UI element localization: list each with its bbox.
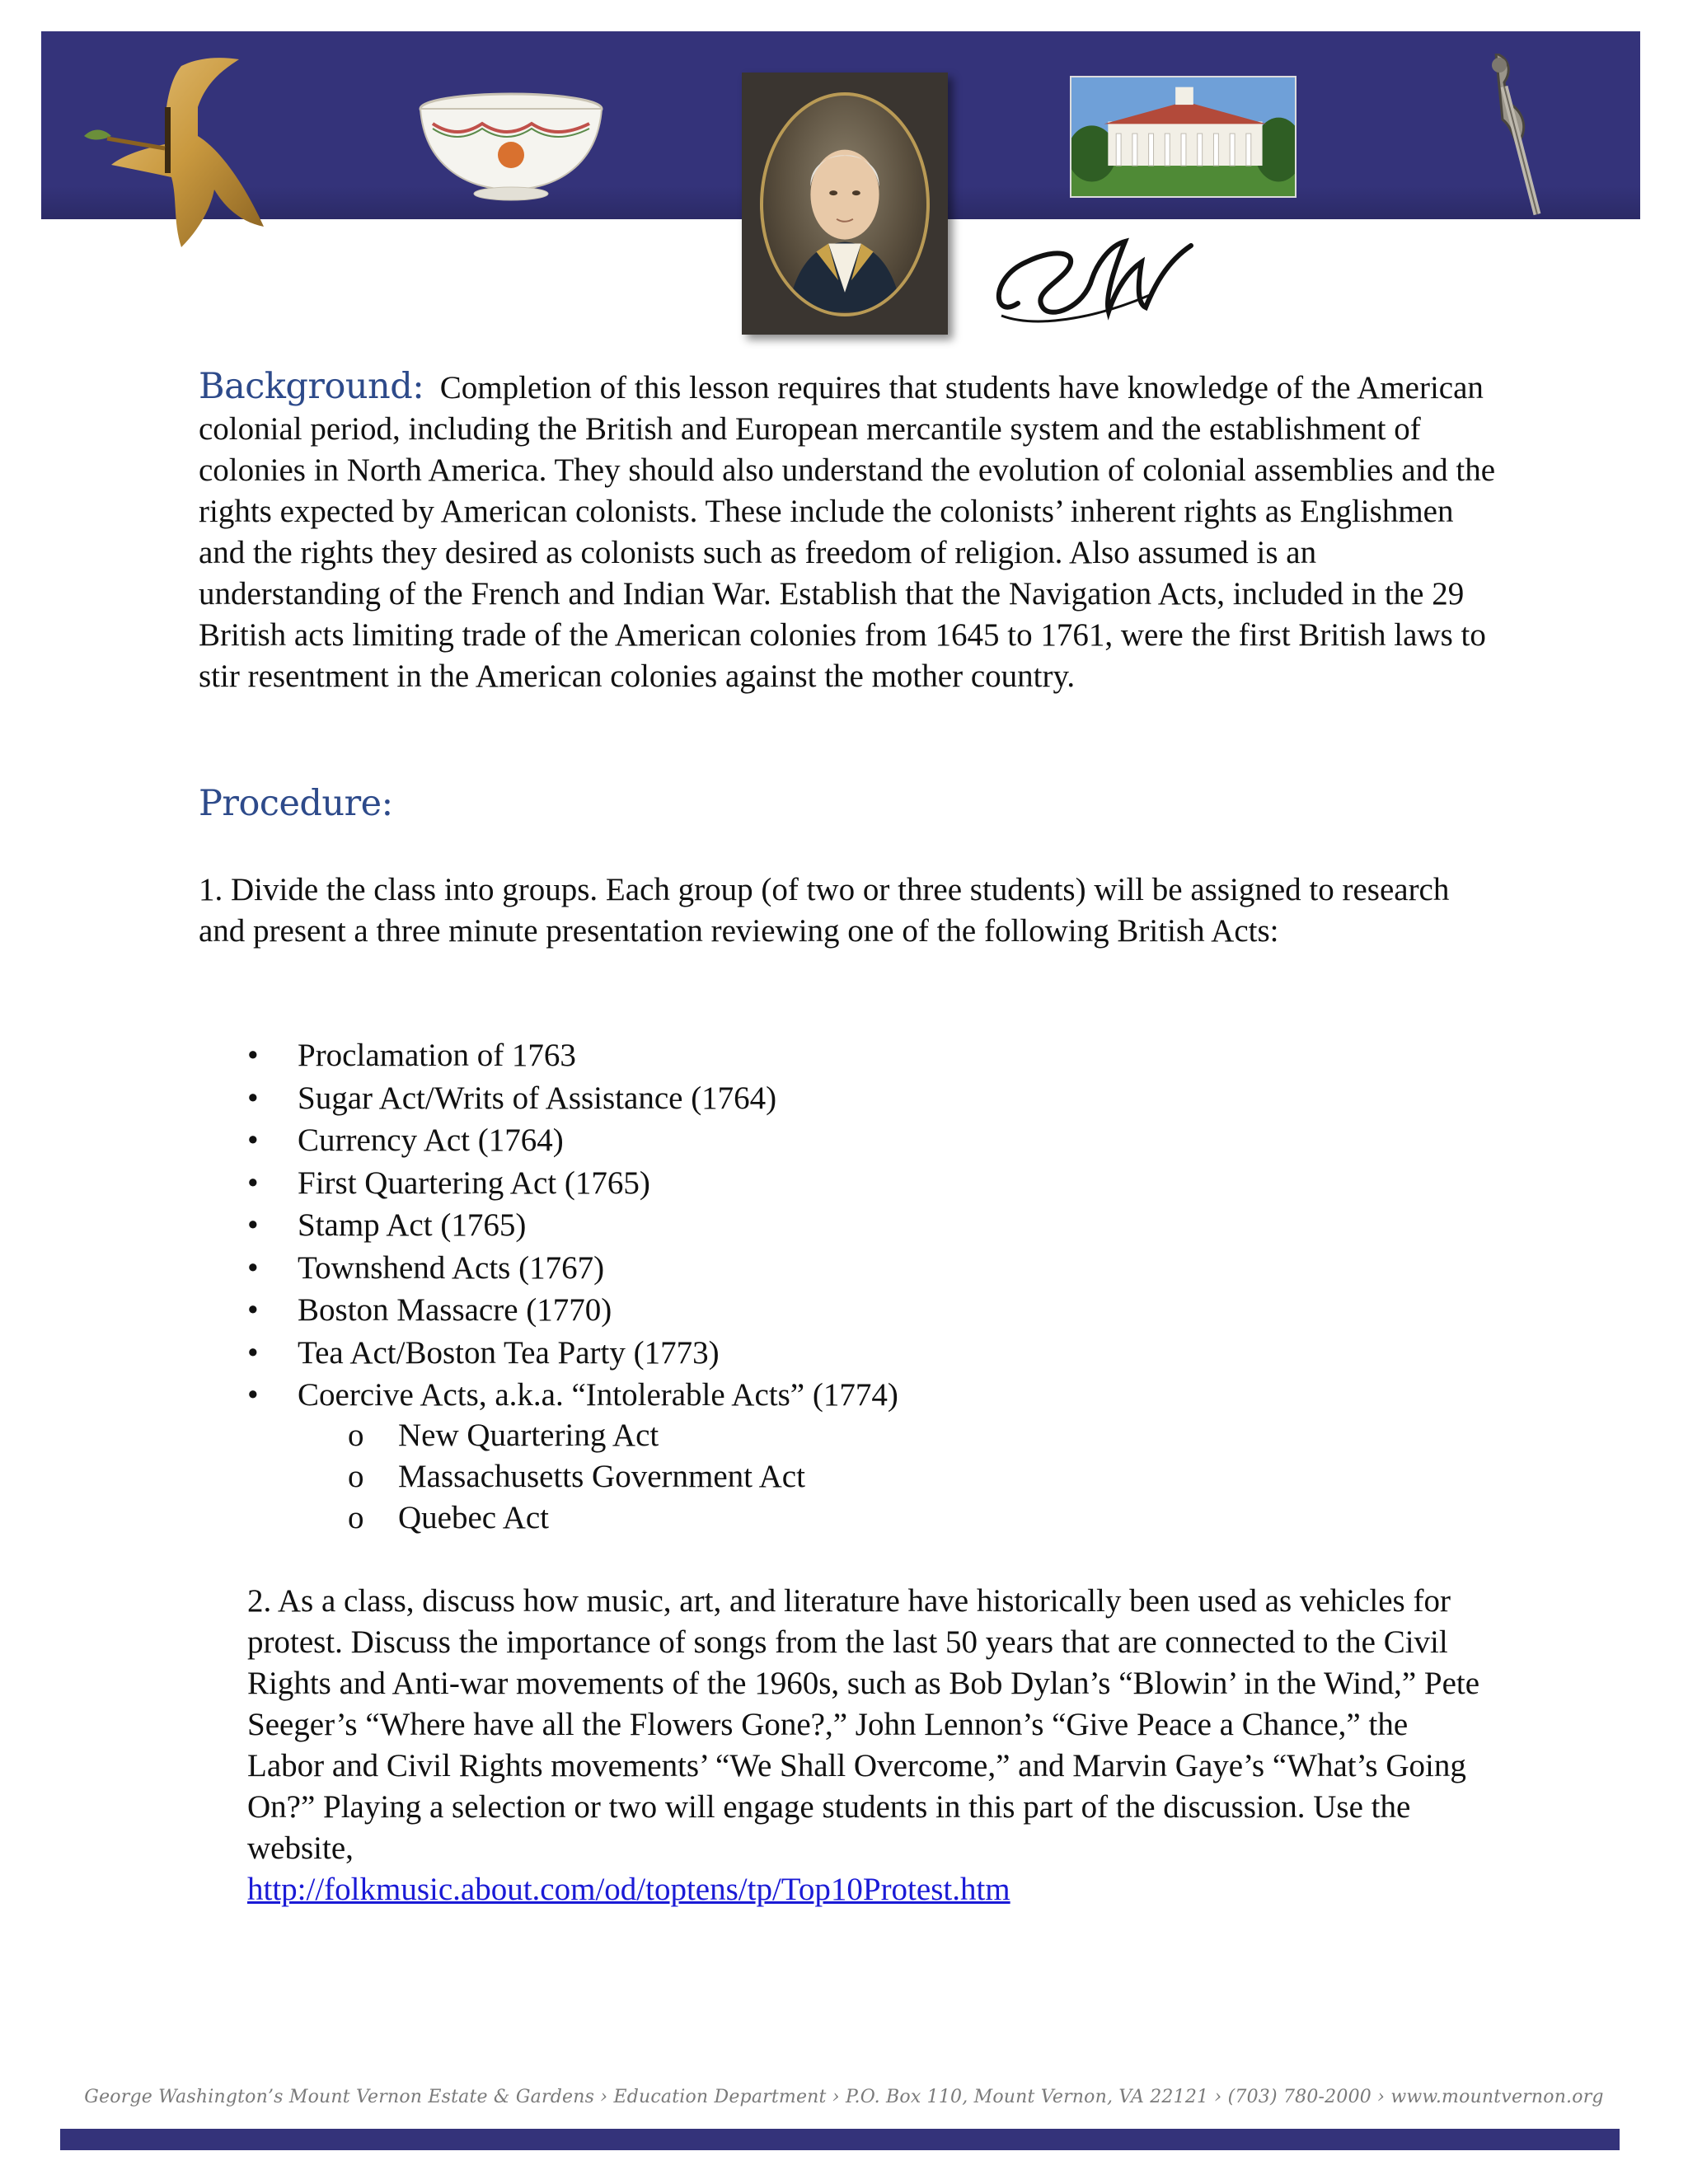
sub-list-item: o New Quartering Act: [348, 1415, 1172, 1456]
background-paragraph: [199, 366, 1501, 697]
footer-bar: [60, 2129, 1620, 2150]
gw-monogram-signature: [985, 229, 1207, 332]
list-item: • Boston Massacre (1770): [247, 1289, 1236, 1332]
bullet-icon: •: [247, 1080, 259, 1116]
washington-portrait: [742, 73, 948, 335]
bullet-icon: •: [247, 1377, 259, 1413]
footer-address: George Washington’s Mount Vernon Estate & Gardens › Education Department › P.O. Box 110, Mount Vernon, VA 22121 › (703) 780-2000 › www.mountvernon.org: [84, 2087, 1604, 2107]
procedure-heading: Procedure:: [199, 783, 393, 824]
list-item: • Stamp Act (1765): [247, 1204, 1236, 1247]
eagle-weathervane-image: [74, 58, 297, 255]
list-item: • Sugar Act/Writs of Assistance (1764): [247, 1077, 1236, 1120]
procedure-step-2: 2. As a class, discuss how music, art, and literature have historically been used as vehicles for protest. Discuss the importance of songs from the last 50 years that are connected to the Civil Rights and Anti-war movements of the 1960s, such as Bob Dylan’s “Blowin’ in the Wind,” Pete Seeger’s “Where have all the Flowers Gone?,” John Lennon’s “Give Peace a Chance,” the Labor and Civil Rights movements’ “We Shall Overcome,” and Marvin Gaye’s “What’s Going On?” Playing a selection or two will engage students in this part of the discussion. Use the website, http://folkmusic.about.com/od/toptens/tp/Top10Protest.htm: [247, 1583, 1480, 1907]
list-item: • Coercive Acts, a.k.a. “Intolerable Acts” (1774): [247, 1374, 1236, 1417]
list-item: • Currency Act (1764): [247, 1119, 1236, 1162]
list-item: • Proclamation of 1763: [247, 1034, 1236, 1077]
sub-list-item: o Massachusetts Government Act: [348, 1456, 1172, 1497]
background-heading: Background:: [199, 366, 424, 407]
bullet-icon: •: [247, 1038, 259, 1073]
bullet-icon: •: [247, 1207, 259, 1243]
british-acts-list: [247, 1034, 1236, 1417]
bullet-icon: •: [247, 1334, 259, 1371]
list-item: • Townshend Acts (1767): [247, 1247, 1236, 1290]
protest-songs-link[interactable]: http://folkmusic.about.com/od/toptens/tp/Top10Protest.htm: [247, 1872, 1010, 1907]
background-text: Completion of this lesson requires that students have knowledge of the American colonial period, including the British and European mercantile system and the establishment of colonies in North America. They should also understand the evolution of colonial assemblies and the rights expected by American colonists. These include the colonists’ inherent rights as Englishmen and the rights they desired as colonists such as freedom of religion. Also assumed is an understanding of the French and Indian War. Establish that the Navigation Acts, included in the 29 British acts limiting trade of the American colonies from 1645 to 1761, were the first British laws to stir resentment in the American colonies against the mother country.: [199, 370, 1496, 694]
sub-list-item: o Quebec Act: [348, 1497, 1172, 1539]
mansion-photo: [1070, 76, 1296, 198]
porcelain-bowl-image: [416, 91, 606, 202]
coercive-acts-sublist: [348, 1415, 1172, 1539]
list-item: • First Quartering Act (1765): [247, 1162, 1236, 1205]
procedure-step-1: 1. Divide the class into groups. Each group (of two or three students) will be assigned to research and present a three minute presentation reviewing one of the following British Acts:: [199, 872, 1450, 949]
circle-bullet-icon: o: [348, 1459, 364, 1494]
list-item: • Tea Act/Boston Tea Party (1773): [247, 1332, 1236, 1375]
bullet-icon: •: [247, 1122, 259, 1158]
bullet-icon: •: [247, 1249, 259, 1286]
circle-bullet-icon: o: [348, 1418, 364, 1453]
sword-image: [1447, 54, 1562, 218]
bullet-icon: •: [247, 1292, 259, 1328]
circle-bullet-icon: o: [348, 1500, 364, 1535]
bullet-icon: •: [247, 1165, 259, 1201]
